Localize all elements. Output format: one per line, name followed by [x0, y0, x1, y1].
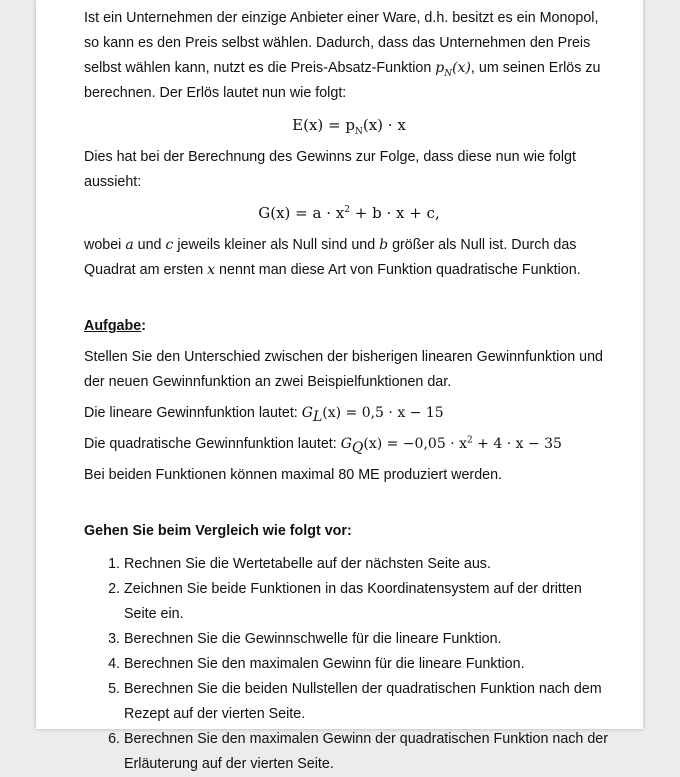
quadratic-function: Die quadratische Gewinnfunktion lautet: $G_Q(x) = -0,05 \cdot x^2 + 4 \cdot x - 35$ — [84, 435, 562, 456]
linear-function: Die lineare Gewinnfunktion lautet: $G_L(x) = 0,5 \cdot x - 15$ — [84, 405, 444, 425]
list-item: 4. Berechnen Sie den maximalen Gewinn für die lineare Funktion. — [124, 652, 614, 677]
intro-paragraph — [84, 6, 614, 106]
explanation-paragraph: wobei a und c jeweils kleiner als Null sind und b größer als Null ist. Durch das Quadrat am ersten x nennt man diese Art von Funktion quadratische Funktion. — [84, 237, 581, 278]
list-item: 3. Berechnen Sie die Gewinnschwelle für die lineare Funktion. — [124, 627, 614, 652]
aufgabe-heading: Aufgabe: — [84, 318, 146, 334]
intro-text-2: , um seinen Erlös zu berechnen. Der Erlös lautet nun wie folgt: — [84, 60, 601, 101]
formula-erloes: $E(x) = p_N(x) \cdot x$ — [292, 116, 406, 137]
formula-gewinn: $G(x) = a \cdot x^2 + b \cdot x + c$, — [258, 204, 440, 222]
pn-function: $p_N(x)$ — [435, 60, 471, 79]
list-item: 1. Rechnen Sie die Wertetabelle auf der nächsten Seite aus. — [124, 552, 614, 577]
intro-text-1: Ist ein Unternehmen der einzige Anbieter einer Ware, d.h. besitzt es ein Monopol, so kann es den Preis selbst wählen. Dadurch, dass das Unternehmen den Preis selbst wählen kann, nutzt es die Preis-Absatz-Funktion — [84, 10, 599, 76]
list-item: 5. Berechnen Sie die beiden Nullstellen der quadratischen Funktion nach dem Rezept auf der vierten Seite. — [124, 677, 614, 727]
list-item: 6. Berechnen Sie den maximalen Gewinn der quadratischen Funktion nach der Erläuterung auf der vierten Seite. — [124, 727, 614, 777]
vergleich-heading: Gehen Sie beim Vergleich wie folgt vor: — [84, 523, 352, 539]
aufgabe-text: Stellen Sie den Unterschied zwischen der bisherigen linearen Gewinnfunktion und der neuen Gewinnfunktion an zwei Beispielfunktionen dar. — [84, 349, 603, 390]
document-page — [36, 0, 643, 772]
list-item: 2. Zeichnen Sie beide Funktionen in das Koordinatensystem auf der dritten Seite ein. — [124, 577, 614, 627]
document-content — [84, 6, 614, 777]
gewinn-intro: Dies hat bei der Berechnung des Gewinns zur Folge, dass diese nun wie folgt aussieht: — [84, 149, 576, 190]
production-note: Bei beiden Funktionen können maximal 80 ME produziert werden. — [84, 467, 503, 483]
steps-list — [84, 552, 614, 777]
